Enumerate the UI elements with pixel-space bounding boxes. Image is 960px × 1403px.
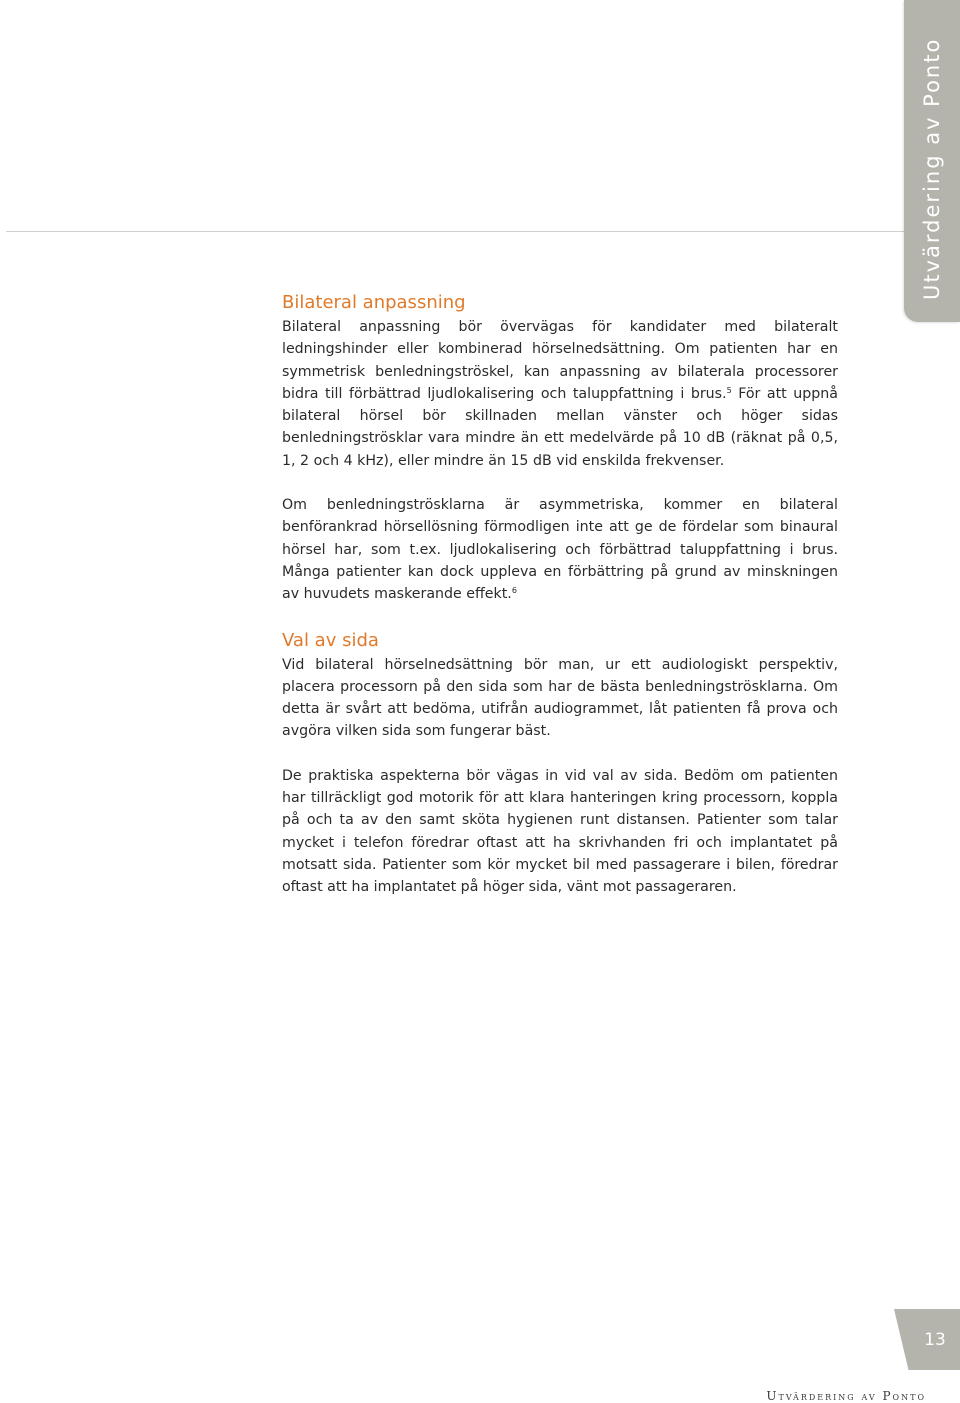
- running-footer: Utvärdering av Ponto: [766, 1389, 926, 1403]
- paragraph-text: Om benledningströsklarna är asymmetriska, kommer en bilateral benförankrad hörsellösning förmodligen inte att ge de fördelar som binaural hörsel har, som t.ex. ljudlokalisering och förbättrad taluppfattning i brus. Många patienter kan dock uppleva en förbättring på grund av minskningen av huvudets maskerande effekt.: [282, 497, 838, 603]
- paragraph-val-av-sida-1: Vid bilateral hörselnedsättning bör man, ur ett audiologiskt perspektiv, placera processorn på den sida som har de bästa benledningströsklarna. Om detta är svårt att bedöma, utifrån audiogrammet, låt patienten få prova och avgöra vilken sida som fungerar bäst.: [282, 656, 838, 740]
- paragraph-bilateral-1: [282, 316, 838, 472]
- paragraph-val-av-sida-2: De praktiska aspekterna bör vägas in vid val av sida. Bedöm om patienten har tillräckligt god motorik för att klara hanteringen kring processorn, koppla på och ta av den samt sköta hygienen runt distansen. Patienter som talar mycket i telefon föredrar oftast att ha skrivhanden fri och implantatet på motsatt sida. Patienter som kör mycket bil med passagerare i bilen, föredrar oftast att ha implantatet på höger sida, vänt mot passageraren.: [282, 767, 838, 896]
- reference-superscript: 6: [511, 586, 517, 596]
- paragraph-text: Bilateral anpassning bör övervägas för kandidater med bilateralt ledningshinder eller kombinerad hörselnedsättning. Om patienten har en symmetrisk benledningströskel, kan anpassning av bilaterala processorer bidra till förbättrad ljudlokalisering och taluppfattning i brus.: [282, 319, 838, 402]
- page-number: 13: [924, 1330, 946, 1350]
- header-rule: [6, 231, 904, 232]
- heading-bilateral-anpassning: Bilateral anpassning: [282, 292, 466, 313]
- heading-val-av-sida: Val av sida: [282, 629, 379, 651]
- paragraph-bilateral-2: [282, 494, 838, 605]
- paragraph-text: För att uppnå bilateral hörsel bör skillnaden mellan vänster och höger sidas benledningströsklar vara mindre än ett medelvärde på 10 dB (räknat på 0,5, 1, 2 och 4 kHz), eller mindre än 15 dB vid enskilda frekvenser.: [282, 385, 838, 469]
- reference-superscript: 5: [726, 385, 732, 395]
- main-content: [282, 290, 838, 899]
- section-side-tab-label: Utvärdering av Ponto: [920, 37, 944, 300]
